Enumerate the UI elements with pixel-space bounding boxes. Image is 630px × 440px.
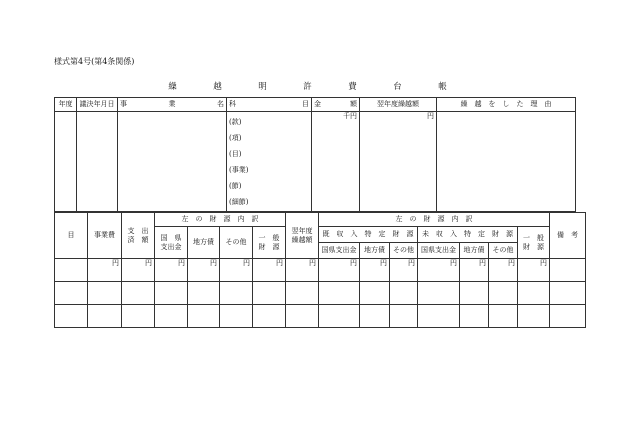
unit-en: 円 xyxy=(540,259,547,267)
cell-empty[interactable] xyxy=(418,282,460,305)
cell-empty[interactable] xyxy=(319,282,360,305)
cell-empty[interactable] xyxy=(188,305,220,328)
header-yokunendo: 翌年度繰越額 xyxy=(360,98,437,112)
cell-mi-sonota[interactable] xyxy=(489,259,518,282)
cell-empty[interactable] xyxy=(418,305,460,328)
header-zaigen-left: 左 の 財 源 内 訳 xyxy=(155,213,286,227)
unit-en: 円 xyxy=(210,259,217,267)
table-row xyxy=(55,259,586,282)
cell-empty[interactable] xyxy=(155,305,188,328)
cell-empty[interactable] xyxy=(518,282,550,305)
cell-empty[interactable] xyxy=(360,282,390,305)
form-title: 繰 越 明 許 費 台 帳 xyxy=(168,82,461,92)
cell-empty[interactable] xyxy=(55,305,88,328)
unit-en: 円 xyxy=(145,259,152,267)
cell-empty[interactable] xyxy=(220,305,253,328)
cell-yokunendo-kurikoshi[interactable] xyxy=(286,259,319,282)
cell-empty[interactable] xyxy=(188,282,220,305)
cell-empty[interactable] xyxy=(550,305,586,328)
cell-empty[interactable] xyxy=(253,305,286,328)
cell-empty[interactable] xyxy=(122,282,155,305)
header-riyu: 繰 越 を し た 理 由 xyxy=(437,98,576,112)
unit-en: 円 xyxy=(380,259,387,267)
header-nendo: 年度 xyxy=(55,98,77,112)
cell-jigyohi[interactable] xyxy=(88,259,122,282)
kamoku-ko: (項) xyxy=(229,134,242,142)
cell-giketsu-date[interactable] xyxy=(77,112,118,212)
cell-moku[interactable] xyxy=(55,259,88,282)
unit-en: 円 xyxy=(508,259,515,267)
kamoku-kan: (款) xyxy=(229,118,242,126)
cell-empty[interactable] xyxy=(460,282,489,305)
cell-kingaku[interactable] xyxy=(312,112,360,212)
unit-en: 円 xyxy=(450,259,457,267)
cell-empty[interactable] xyxy=(489,282,518,305)
header-moku: 目 xyxy=(55,213,88,259)
header-jigyo-name xyxy=(118,98,227,112)
cell-kamoku[interactable] xyxy=(227,112,312,212)
cell-empty[interactable] xyxy=(360,305,390,328)
unit-en: 円 xyxy=(178,259,185,267)
cell-mi-chihosai[interactable] xyxy=(460,259,489,282)
header-kishunyu-tokutei: 既 収 入 特 定 財 源 xyxy=(319,227,418,243)
header-ki-kokuken: 国県支出金 xyxy=(319,243,360,259)
header-yokunendo-kurikoshi: 翌年度 繰越額 xyxy=(286,213,319,259)
header-kingaku xyxy=(312,98,360,112)
header-mi-chihosai: 地方債 xyxy=(460,243,489,259)
cell-empty[interactable] xyxy=(122,305,155,328)
unit-en: 円 xyxy=(243,259,250,267)
unit-en: 円 xyxy=(350,259,357,267)
header-ippan-zaigen-right: 一 般 財 源 xyxy=(518,227,550,259)
table-row xyxy=(55,305,586,328)
cell-chihosai[interactable] xyxy=(188,259,220,282)
header-giketsu-date: 議決年月日 xyxy=(77,98,118,112)
cell-empty[interactable] xyxy=(319,305,360,328)
header-kamoku xyxy=(227,98,312,112)
header-mi-sonota: その他 xyxy=(489,243,518,259)
header-jigyohi: 事業費 xyxy=(88,213,122,259)
upper-ledger-table xyxy=(54,97,576,212)
cell-mi-kokuken[interactable] xyxy=(418,259,460,282)
cell-empty[interactable] xyxy=(88,305,122,328)
header-shishutsu-sumi: 支 出 済 額 xyxy=(122,213,155,259)
kamoku-moku: (目) xyxy=(229,150,242,158)
header-ki-sonota: その他 xyxy=(390,243,418,259)
cell-ippan-zaigen[interactable] xyxy=(253,259,286,282)
header-zaigen-right: 左 の 財 源 内 訳 xyxy=(319,213,550,227)
header-mi-kokuken: 国県支出金 xyxy=(418,243,460,259)
unit-en: 円 xyxy=(427,112,434,120)
header-kokuken-shishutsu: 国 県 支出金 xyxy=(155,227,188,259)
header-chihosai: 地方債 xyxy=(188,227,220,259)
kamoku-saisetsu: (細節) xyxy=(229,198,249,206)
header-kingaku-char2: 額 xyxy=(350,100,357,108)
form-number: 様式第4号(第4条関係) xyxy=(54,57,135,66)
cell-ki-chihosai[interactable] xyxy=(360,259,390,282)
cell-empty[interactable] xyxy=(489,305,518,328)
unit-en: 円 xyxy=(408,259,415,267)
cell-ki-sonota[interactable] xyxy=(390,259,418,282)
cell-nendo[interactable] xyxy=(55,112,77,212)
cell-empty[interactable] xyxy=(253,282,286,305)
cell-empty[interactable] xyxy=(390,305,418,328)
header-mishunyu-tokutei: 未 収 入 特 定 財 源 xyxy=(418,227,518,243)
cell-empty[interactable] xyxy=(286,305,319,328)
cell-empty[interactable] xyxy=(518,305,550,328)
header-ippan-zaigen: 一 般 財 源 xyxy=(253,227,286,259)
cell-sonota[interactable] xyxy=(220,259,253,282)
cell-kokuken-shishutsu[interactable] xyxy=(155,259,188,282)
cell-empty[interactable] xyxy=(286,282,319,305)
header-sonota: その他 xyxy=(220,227,253,259)
cell-empty[interactable] xyxy=(390,282,418,305)
cell-riyu[interactable] xyxy=(437,112,576,212)
cell-jigyo-name[interactable] xyxy=(118,112,227,212)
kamoku-jigyo: (事業) xyxy=(229,166,249,174)
header-ki-chihosai: 地方債 xyxy=(360,243,390,259)
unit-senen: 千円 xyxy=(343,112,357,120)
unit-en: 円 xyxy=(112,259,119,267)
unit-en: 円 xyxy=(309,259,316,267)
unit-en: 円 xyxy=(479,259,486,267)
cell-ippan-zaigen-right[interactable] xyxy=(518,259,550,282)
cell-empty[interactable] xyxy=(460,305,489,328)
cell-empty[interactable] xyxy=(88,282,122,305)
header-kingaku-char1: 金 xyxy=(314,100,321,108)
cell-biko[interactable] xyxy=(550,259,586,282)
cell-empty[interactable] xyxy=(55,282,88,305)
header-kamoku-char2: 目 xyxy=(302,100,309,108)
cell-shishutsu-sumi[interactable] xyxy=(122,259,155,282)
header-biko: 備 考 xyxy=(550,213,586,259)
lower-ledger-table xyxy=(54,212,586,328)
cell-empty[interactable] xyxy=(550,282,586,305)
cell-yokunendo[interactable] xyxy=(360,112,437,212)
header-jigyo-char3: 名 xyxy=(217,100,224,108)
cell-empty[interactable] xyxy=(155,282,188,305)
cell-empty[interactable] xyxy=(220,282,253,305)
header-jigyo-char2: 業 xyxy=(168,100,176,108)
table-row xyxy=(55,282,586,305)
header-kamoku-char1: 科 xyxy=(229,100,236,108)
kamoku-setsu: (節) xyxy=(229,182,242,190)
cell-ki-kokuken[interactable] xyxy=(319,259,360,282)
header-jigyo-char1: 事 xyxy=(120,100,127,108)
unit-en: 円 xyxy=(276,259,283,267)
